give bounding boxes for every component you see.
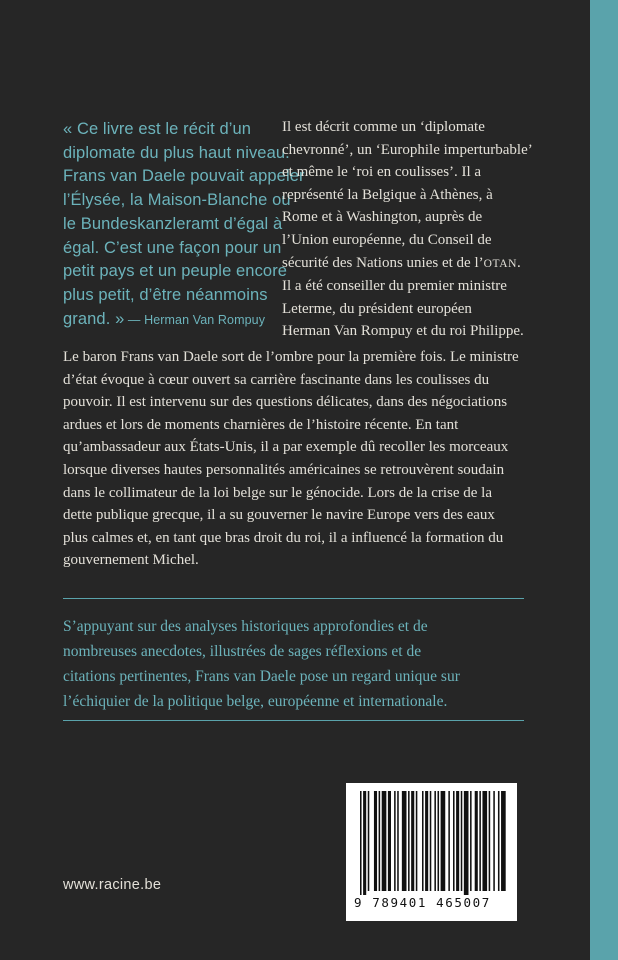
- highlight-line: nombreuses anecdotes, illustrées de sages réflexions et de: [63, 643, 422, 660]
- barcode-bar: [379, 791, 381, 891]
- quote-line: diplomate du plus haut niveau.: [63, 143, 290, 162]
- highlight-line: l’échiquier de la politique belge, européenne et internationale.: [63, 693, 448, 710]
- body-line: lorsque diverses hautes personnalités américaines se retrouvèrent soudain: [63, 461, 505, 478]
- barcode-bar: [394, 791, 396, 891]
- barcode-bar: [498, 791, 500, 891]
- barcode-bar: [493, 791, 495, 891]
- spine-strip: [590, 0, 618, 960]
- main-paragraph: [63, 346, 553, 572]
- barcode-bar: [448, 791, 450, 891]
- barcode-bar: [501, 791, 506, 891]
- highlight-paragraph: [63, 614, 533, 714]
- intro-line-text: sécurité des Nations unies et de l’: [282, 254, 484, 271]
- barcode-bar: [456, 791, 459, 891]
- otan-smallcaps: OTAN: [483, 257, 518, 270]
- intro-line: Rome et à Washington, auprès de: [282, 209, 483, 226]
- barcode-bar: [397, 791, 399, 891]
- intro-line: Herman Van Rompuy et du roi Philippe.: [282, 323, 524, 340]
- quote-line: petit pays et un peuple encore: [63, 262, 288, 281]
- body-line: ardues et lors de moments charnières de l’histoire récente. En tant: [63, 416, 459, 433]
- barcode-bar: [388, 791, 391, 891]
- quote-line: « Ce livre est le récit d’un: [63, 120, 252, 138]
- quote-line: Frans van Daele pouvait appeler: [63, 167, 305, 186]
- intro-line-end: .: [517, 254, 521, 271]
- barcode-bar: [482, 791, 487, 891]
- barcode-bar: [416, 791, 418, 891]
- barcode-bar: [441, 791, 446, 891]
- body-line: d’état évoque à cœur ouvert sa carrière fascinante dans les coulisses du: [63, 371, 490, 388]
- intro-line: chevronné’, un ‘Europhile imperturbable’: [282, 141, 533, 158]
- barcode-bar: [438, 791, 440, 891]
- body-line: Le baron Frans van Daele sort de l’ombre pour la première fois. Le ministre: [63, 349, 519, 365]
- barcode-bar: [425, 791, 428, 891]
- isbn-barcode: [346, 783, 517, 921]
- highlight-line: citations pertinentes, Frans van Daele pose un regard unique sur: [63, 668, 460, 685]
- barcode-bar: [475, 791, 478, 891]
- barcode-bar: [368, 791, 370, 891]
- body-line: dette publique grecque, il a su gouverner le navire Europe vers des eaux: [63, 507, 495, 524]
- quote-attribution: — Herman Van Rompuy: [124, 312, 266, 327]
- barcode-bar: [402, 791, 407, 891]
- quote-line: le Bundeskanzleramt d’égal à: [63, 214, 283, 233]
- body-line: dans le collimateur de la loi belge sur le génocide. Lors de la crise de la: [63, 484, 493, 501]
- body-line: plus calmes et, en tant que bras droit du roi, il a influencé la formation du: [63, 529, 504, 546]
- quote-line: plus petit, d’être néanmoins: [63, 285, 268, 304]
- barcode-bars: [346, 783, 517, 895]
- barcode-bar: [461, 791, 463, 891]
- barcode-bar: [434, 791, 436, 891]
- quote-line: égal. C’est une façon pour un: [63, 238, 282, 257]
- barcode-bar: [453, 791, 455, 891]
- intro-paragraph: [282, 116, 552, 343]
- body-line: pouvoir. Il est intervenu sur des questions délicates, dans des négociations: [63, 394, 508, 411]
- endorsement-quote: [63, 118, 305, 332]
- highlight-line: S’appuyant sur des analyses historiques approfondies et de: [63, 618, 428, 635]
- barcode-bar: [363, 791, 366, 895]
- isbn-number: 9 789401 465007: [354, 895, 491, 910]
- quote-line-last: [63, 308, 273, 333]
- barcode-bar: [408, 791, 410, 891]
- barcode-bar: [430, 791, 432, 891]
- body-line: gouvernement Michel.: [63, 552, 199, 569]
- quote-end: grand. »: [63, 309, 125, 328]
- barcode-bar: [479, 791, 481, 891]
- barcode-bar: [470, 791, 472, 891]
- barcode-bar: [360, 791, 362, 895]
- quote-line: l’Élysée, la Maison-Blanche ou: [63, 191, 291, 210]
- divider-top: [63, 598, 524, 599]
- publisher-url[interactable]: www.racine.be: [63, 877, 162, 893]
- barcode-bar: [374, 791, 377, 891]
- intro-line: Il a été conseiller du premier ministre: [282, 278, 507, 295]
- barcode-bar: [382, 791, 387, 891]
- intro-line: et même le ‘roi en coulisses’. Il a: [282, 164, 482, 181]
- intro-line: représenté la Belgique à Athènes, à: [282, 186, 493, 203]
- barcode-bar: [422, 791, 424, 891]
- barcode-bar: [411, 791, 414, 891]
- body-line: qu’ambassadeur aux États-Unis, il a par exemple dû recoller les morceaux: [63, 439, 509, 456]
- barcode-bar: [464, 791, 469, 895]
- intro-line: l’Union européenne, du Conseil de: [282, 231, 492, 248]
- barcode-bar: [489, 791, 491, 891]
- intro-line: Il est décrit comme un ‘diplomate: [282, 119, 485, 135]
- intro-line: Leterme, du président européen: [282, 300, 472, 317]
- divider-bottom: [63, 720, 524, 721]
- intro-line: [282, 252, 552, 276]
